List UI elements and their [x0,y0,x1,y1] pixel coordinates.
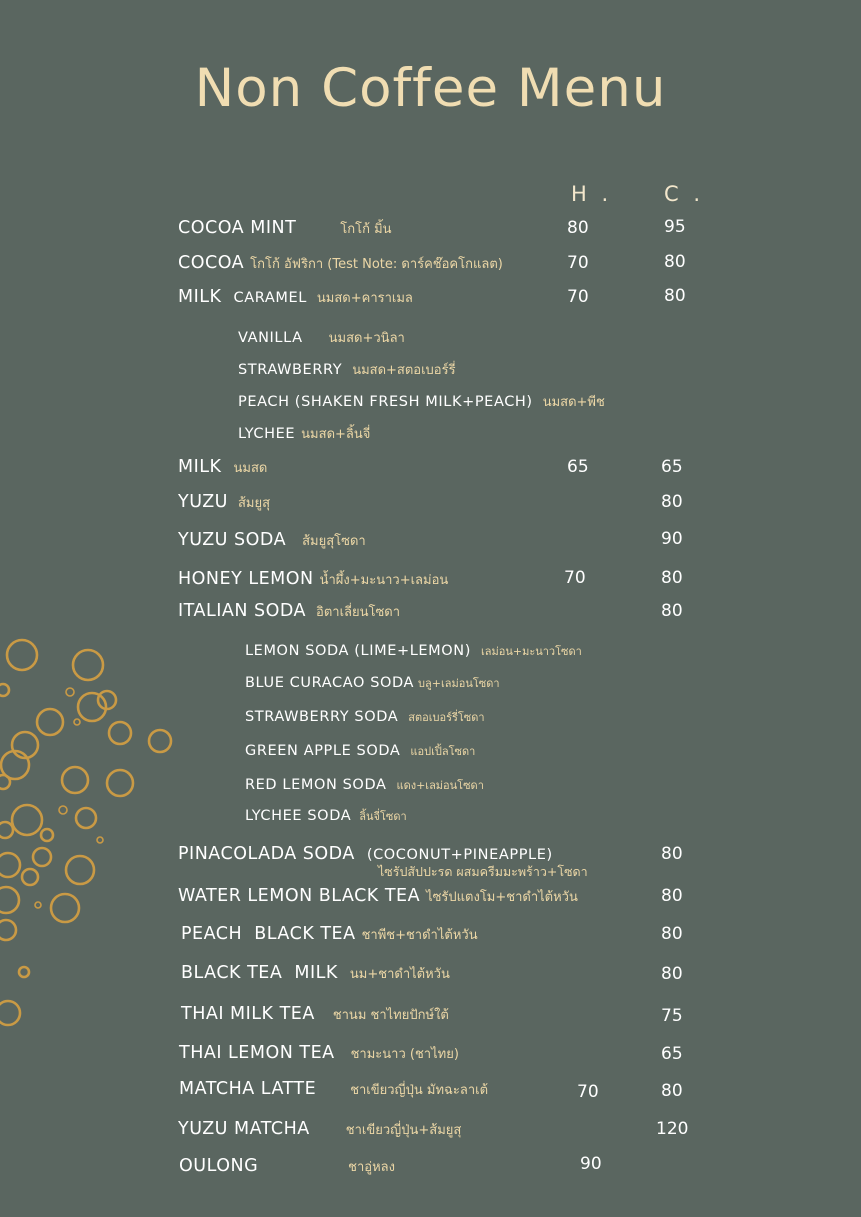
menu-item [245,708,485,725]
menu-item [245,674,500,691]
item-thai-name: บลู+เลม่อนโซดา [418,677,500,690]
item-thai-name: นมสด+วนิลา [328,331,405,346]
item-thai-name: นมสด+พีช [542,395,605,410]
item-name: YUZU SODA [178,530,287,550]
item-thai-name: ชาอู่หลง [348,1160,395,1175]
item-name: LYCHEE SODA [245,808,352,824]
item-thai-name: เลม่อน+มะนาวโซดา [480,645,582,658]
menu-item [178,888,578,906]
item-thai-name: โกโก้ มิ้น [340,222,392,237]
cold-price: 75 [661,1006,683,1026]
cold-column-header: C . [664,182,705,206]
menu-item [178,289,413,307]
item-thai-name: แอปเปิ้ลโซดา [410,745,476,758]
cold-price: 80 [661,1081,683,1101]
cold-price: 80 [661,844,683,864]
menu-item [181,1006,449,1024]
cold-price: 80 [661,886,683,906]
menu-item [178,220,392,238]
cold-price: 65 [661,457,683,477]
item-variant-name: CARAMEL [233,290,307,306]
item-thai-name: ชาเขียวญี่ปุ่น มัทฉะลาเต้ [350,1083,489,1098]
menu-item [245,742,475,759]
page-title: Non Coffee Menu [194,58,667,119]
menu-item [178,1121,461,1139]
menu-item [245,642,582,659]
hot-price: 70 [567,287,589,307]
cold-price: 65 [661,1044,683,1064]
menu-item [178,603,400,621]
cold-price: 95 [664,217,686,237]
menu-item [238,393,605,410]
item-name: RED LEMON SODA [245,777,387,793]
item-thai-name: ไซรัปแตงโม+ชาดำไต้หวัน [426,890,578,905]
item-name: COCOA [178,253,245,273]
cold-price: 80 [664,252,686,272]
cold-price: 80 [661,492,683,512]
item-thai-name: ชานม ชาไทยปักษ์ใต้ [332,1008,449,1023]
item-thai-name: ชามะนาว (ชาไทย) [350,1047,459,1062]
item-name: MILK [178,287,222,307]
item-name: GREEN APPLE SODA [245,743,401,759]
cold-price: 120 [656,1119,689,1139]
item-description: (COCONUT+PINEAPPLE) [366,847,553,863]
hot-column-header: H . [571,182,613,206]
item-name: YUZU MATCHA [178,1119,310,1139]
item-name: MILK [178,457,222,477]
menu-item [179,1045,459,1063]
item-name: PEACH BLACK TEA [181,924,356,944]
item-name: THAI LEMON TEA [179,1043,335,1063]
hot-price: 65 [567,457,589,477]
item-thai-name: ส้มยูสุ [238,496,271,511]
item-thai-name: นมสด [233,461,268,476]
item-name: LYCHEE [238,426,296,442]
item-name: ITALIAN SODA [178,601,307,621]
item-thai-name: นมสด+สตอเบอร์รี่ [352,363,456,378]
item-thai-name: โกโก้ อัฟริกา (Test Note: ดาร์คช๊อคโกแลต) [250,257,503,272]
hot-price: 80 [567,218,589,238]
item-name: PEACH (SHAKEN FRESH MILK+PEACH) [238,394,533,410]
menu-item [179,1158,395,1176]
item-thai-name: สตอเบอร์รี่โซดา [408,711,485,724]
item-thai-name: ไซรัปสัปปะรด ผสมครีมมะพร้าว+โซดา [378,864,588,879]
item-name: WATER LEMON BLACK TEA [178,886,421,906]
item-name: STRAWBERRY [238,362,343,378]
menu-item [178,459,267,477]
item-name: HONEY LEMON [178,569,314,589]
item-thai-name: น้ำผึ้ง+มะนาว+เลม่อน [319,573,449,588]
item-thai-name: ส้มยูสุโซดา [302,534,366,549]
hot-price: 70 [577,1082,599,1102]
cold-price: 80 [661,924,683,944]
menu-item [245,776,484,793]
menu-item [238,425,370,442]
menu-item [238,329,405,346]
cold-price: 80 [664,286,686,306]
item-name: BLACK TEA MILK [181,963,338,983]
menu-item [179,1081,488,1099]
cold-price: 80 [661,964,683,984]
item-name: YUZU [178,492,228,512]
hot-price: 70 [567,253,589,273]
item-name: STRAWBERRY SODA [245,709,399,725]
hot-price: 90 [580,1154,602,1174]
item-name: BLUE CURACAO SODA [245,675,415,691]
item-name: PINACOLADA SODA [178,844,355,864]
menu-item [178,571,448,589]
menu-item [181,965,450,983]
menu-item [178,255,503,273]
item-name: THAI MILK TEA [181,1004,315,1024]
item-thai-name: นม+ชาดำไต้หวัน [349,967,450,982]
item-thai-name: นมสด+ลิ้นจี่ [301,427,371,442]
menu-item [238,361,456,378]
menu-item [181,926,478,944]
cold-price: 90 [661,529,683,549]
item-name: LEMON SODA (LIME+LEMON) [245,643,471,659]
item-thai-name: แดง+เลม่อนโซดา [396,779,484,792]
item-name: VANILLA [238,330,303,346]
menu-item [178,846,553,864]
cold-price: 80 [661,568,683,588]
item-name: OULONG [179,1156,259,1176]
item-name: MATCHA LATTE [179,1079,317,1099]
item-name: COCOA MINT [178,218,297,238]
hot-price: 70 [564,568,586,588]
item-thai-name: อิตาเลี่ยนโซดา [316,605,401,620]
menu-item [178,494,270,512]
menu-item [178,532,366,550]
cold-price: 80 [661,601,683,621]
item-thai-name: ชาพีช+ชาดำไต้หวัน [361,928,478,943]
menu-item [245,807,407,824]
item-thai-name: นมสด+คาราเมล [316,291,413,306]
item-thai-name: ชาเขียวญี่ปุ่น+ส้มยูสุ [345,1123,462,1138]
item-thai-name: ลิ้นจี่โซดา [359,810,407,823]
